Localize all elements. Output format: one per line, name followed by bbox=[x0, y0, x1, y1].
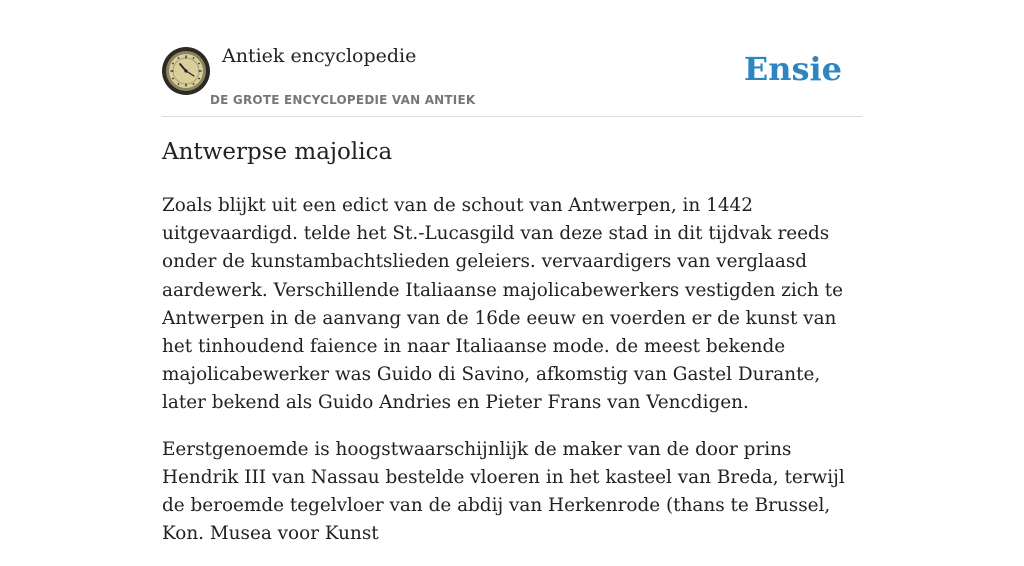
ensie-brand-link[interactable]: Ensie bbox=[743, 50, 842, 88]
site-header bbox=[162, 40, 862, 117]
article-body bbox=[162, 192, 862, 566]
article-paragraph: Zoals blijkt uit een edict van de schout van Antwerpen, in 1442 uitgevaardigd. telde het St.-Lucasgild van deze stad in dit tijdvak reeds onder de kunstambachtslieden geleiers. vervaardigers van verglaasd aardewerk. Verschillende Italiaanse majolicabewerkers vestigden zich te Antwerpen in de aanvang van de 16de eeuw en voerden er de kunst van het tinhoudend faience in naar Italiaanse mode. de meest bekende majolicabewerker was Guido di Savino, afkomstig van Gastel Durante, later bekend als Guido Andries en Pieter Frans van Vencdigen. bbox=[162, 195, 843, 414]
site-subtitle: DE GROTE ENCYCLOPEDIE VAN ANTIEK bbox=[210, 93, 476, 107]
site-title-link[interactable]: Antiek encyclopedie bbox=[222, 45, 417, 67]
article-paragraph: Eerstgenoemde is hoogstwaarschijnlijk de maker van de door prins Hendrik III van Nassau bestelde vloeren in het kasteel van Breda, terwijl de beroemde tegelvloer van de abdij van Herkenrode (thans te Brussel, Kon. Musea voor Kunst bbox=[162, 438, 845, 545]
article-title: Antwerpse majolica bbox=[162, 139, 393, 165]
wall-clock-icon[interactable] bbox=[162, 47, 210, 95]
